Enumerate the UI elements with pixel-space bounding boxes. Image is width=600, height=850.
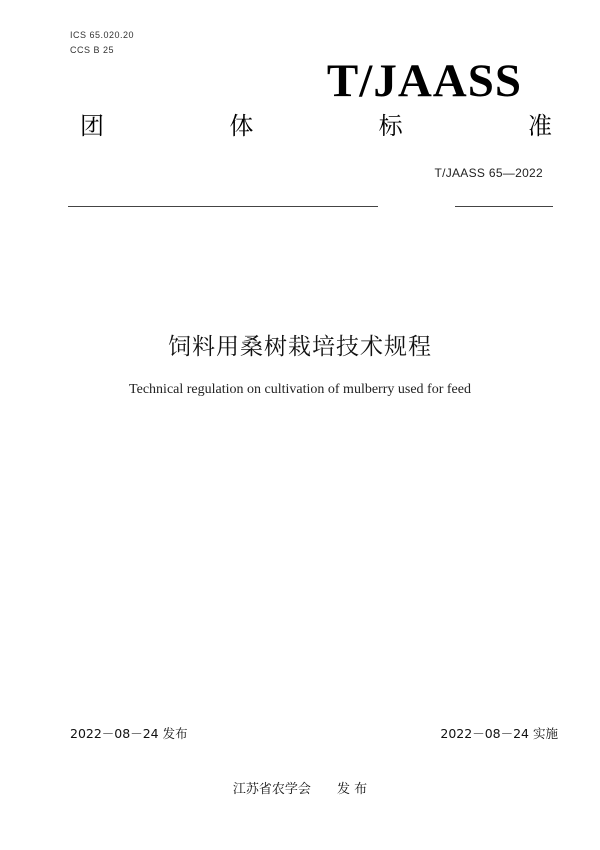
- issuer-line: [0, 778, 600, 797]
- document-title-chinese: 饲料用桑树栽培技术规程: [168, 334, 432, 360]
- header-divider-left: [68, 206, 378, 207]
- standard-code: T/JAASS 65—2022: [434, 166, 543, 180]
- publish-date: 2022－08－24 发布: [70, 726, 188, 741]
- issuer-name: 江苏省农学会: [232, 782, 311, 797]
- header-divider-right: [455, 206, 553, 207]
- implement-date: 2022－08－24 实施: [440, 726, 558, 741]
- ccs-code: CCS B 25: [70, 45, 115, 55]
- standard-type-char: 标: [378, 112, 403, 140]
- standard-type-char: 准: [527, 112, 552, 140]
- standard-type-heading: [80, 114, 552, 138]
- standard-type-char: 体: [229, 112, 254, 140]
- standard-brand-logo: T/JAASS: [326, 55, 522, 107]
- issuer-action: 发 布: [336, 782, 368, 797]
- document-title-english: Technical regulation on cultivation of mulberry used for feed: [129, 382, 471, 397]
- ics-code: ICS 65.020.20: [70, 30, 135, 40]
- standard-type-char: 团: [80, 112, 104, 140]
